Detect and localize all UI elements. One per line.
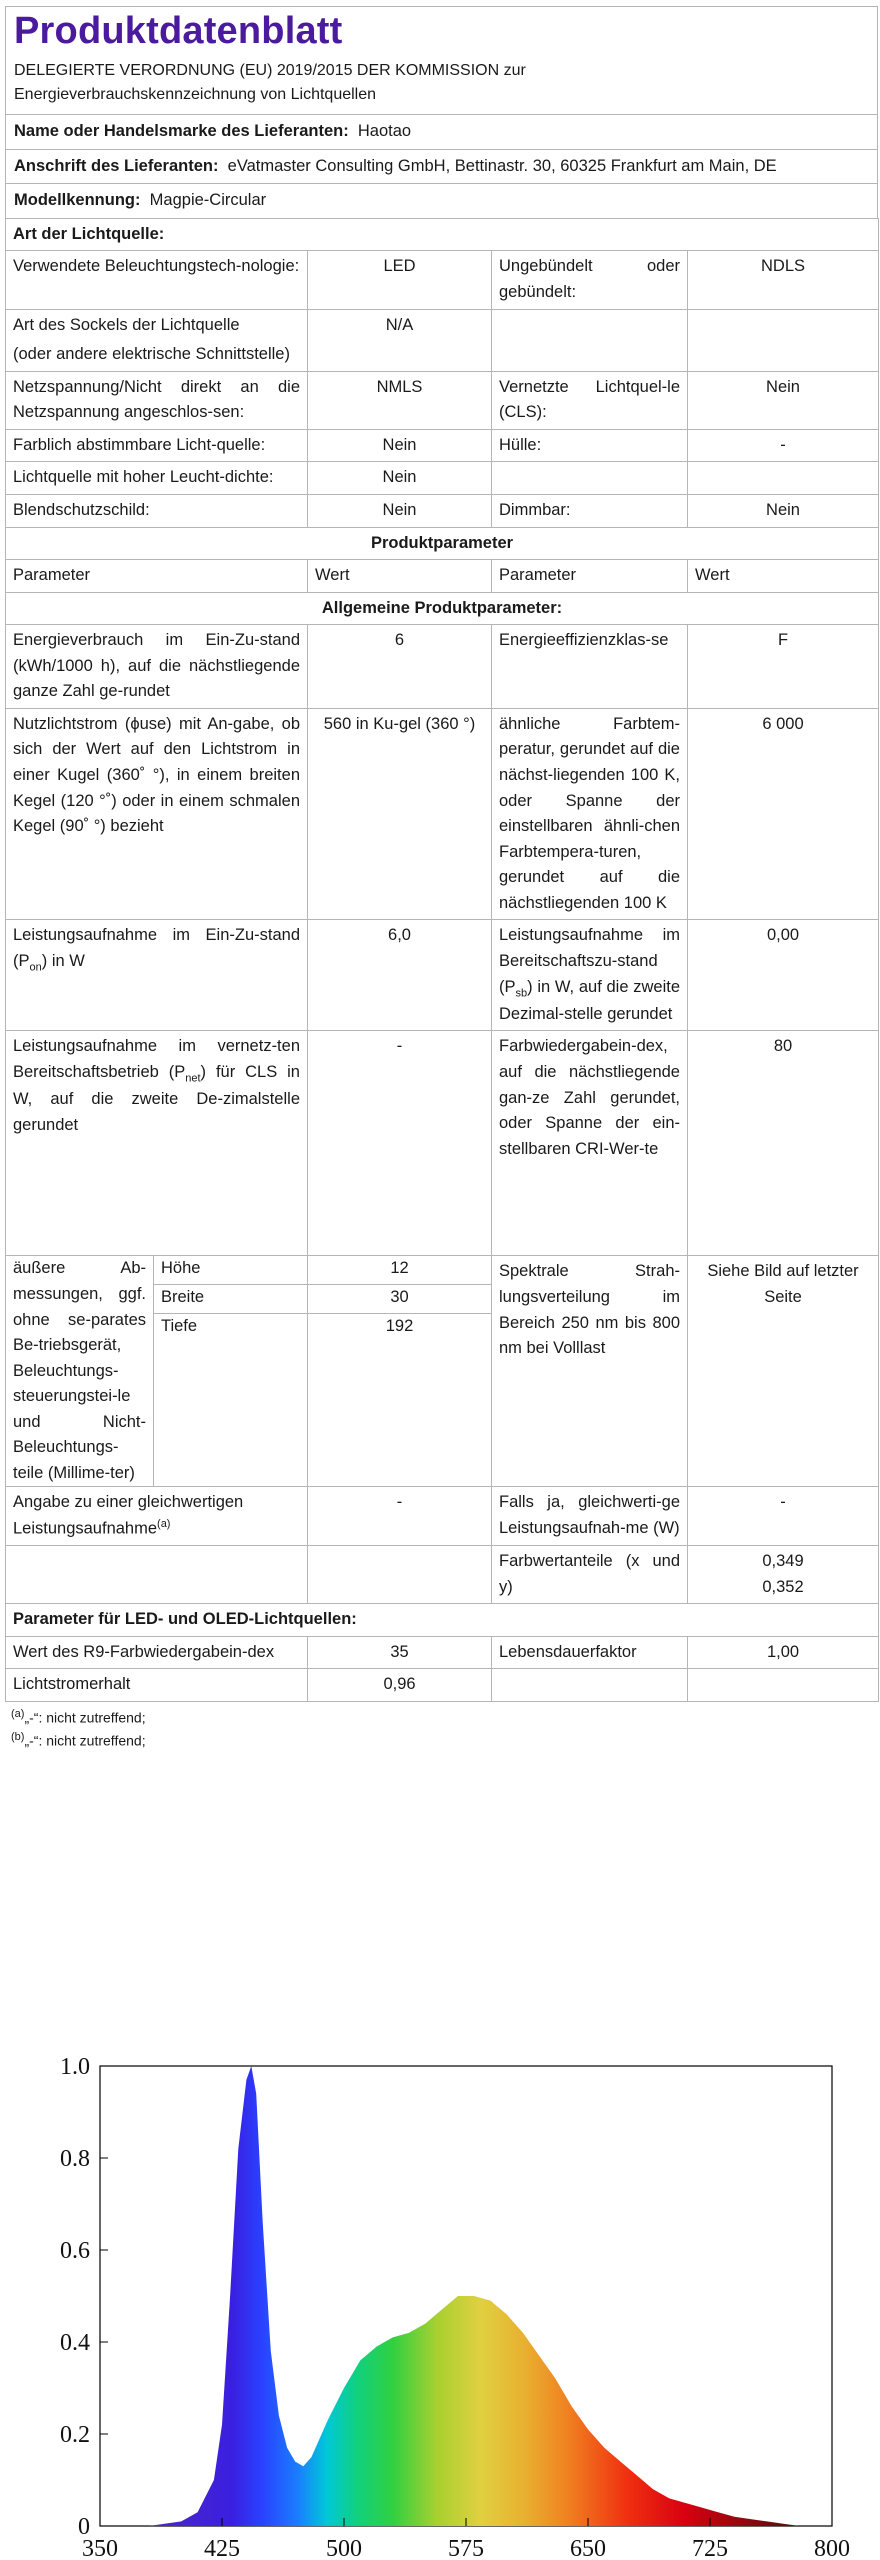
chromaticity-label: Farbwertanteile (x und y) xyxy=(492,1546,688,1604)
flux-label: Nutzlichtstrom (ϕuse) mit An-gabe, ob sich der Wert auf den Lichtstrom in einer Kugel (360˚ °), in einem breiten Kegel (120 °˚) oder in einem schmalen Kegel (90˚ °) bezieht xyxy=(6,708,308,920)
socket-label-line-2: (oder andere elektrische Schnittstelle) xyxy=(13,345,290,364)
tech-value: LED xyxy=(308,251,492,309)
column-header-parameter: Parameter xyxy=(6,560,308,593)
y-tick-label: 0 xyxy=(78,2514,90,2540)
pon-subscript: on xyxy=(29,961,42,974)
maintenance-value: 0,96 xyxy=(308,1669,492,1702)
high-luminance-label: Lichtquelle mit hoher Leucht-dichte: xyxy=(6,462,308,495)
model-value: Magpie-Circular xyxy=(149,191,267,210)
lifetime-label: Lebensdauerfaktor xyxy=(492,1636,688,1669)
regulation-line-1: DELEGIERTE VERORDNUNG (EU) 2019/2015 DER KOMMISSION zur xyxy=(14,61,526,79)
supplier-address-value: eVatmaster Consulting GmbH, Bettinastr. 30, 60325 Frankfurt am Main, DE xyxy=(227,156,777,175)
color-tunable-value: Nein xyxy=(308,429,492,462)
supplier-address-label: Anschrift des Lieferanten: xyxy=(14,156,219,175)
color-tunable-label: Farblich abstimmbare Licht-quelle: xyxy=(6,429,308,462)
x-tick-label: 650 xyxy=(570,2536,606,2560)
cri-value: 80 xyxy=(688,1031,879,1256)
sheet-header xyxy=(5,6,878,114)
mains-value: NMLS xyxy=(308,371,492,429)
maintenance-label: Lichtstromerhalt xyxy=(6,1669,308,1702)
footnotes xyxy=(5,1702,878,1751)
empty-cell xyxy=(492,462,688,495)
supplier-name-value: Haotao xyxy=(357,122,412,141)
energy-value: 6 xyxy=(308,625,492,709)
pon-value: 6,0 xyxy=(308,920,492,1031)
envelope-value: - xyxy=(688,429,879,462)
socket-label-line-1: Art des Sockels der Lichtquelle xyxy=(13,315,240,334)
psb-value: 0,00 xyxy=(688,920,879,1031)
equivalent-power-label: Falls ja, gleichwerti-ge Leistungsaufnah-me (W) xyxy=(492,1487,688,1546)
cls-value: Nein xyxy=(688,371,879,429)
socket-value: N/A xyxy=(308,309,492,371)
footnote-a-text: „-“: nicht zutreffend; xyxy=(24,1709,146,1726)
footnote-a-marker: (a) xyxy=(157,1518,171,1531)
dimensions-label: äußere Ab-messungen, ggf. ohne se-parates Be-triebsgerät, Beleuchtungs-steuerungstei-le und Nicht-Beleuchtungs-teile (Millime-ter) xyxy=(6,1256,154,1487)
table-row xyxy=(6,371,879,429)
table-row xyxy=(6,1636,879,1669)
height-label: Höhe xyxy=(154,1256,307,1285)
empty-cell xyxy=(688,309,879,371)
x-tick-label: 800 xyxy=(814,2536,850,2560)
light-source-section: Art der Lichtquelle: xyxy=(6,218,879,251)
y-tick-label: 0.8 xyxy=(60,2146,90,2172)
table-row xyxy=(6,1487,879,1546)
glare-value: Nein xyxy=(308,494,492,527)
empty-cell xyxy=(6,1546,308,1604)
y-tick-label: 0.4 xyxy=(60,2330,90,2356)
equivalent-value: - xyxy=(308,1487,492,1546)
supplier-name-label: Name oder Handelsmarke des Lieferanten: xyxy=(14,122,349,141)
dimmable-value: Nein xyxy=(688,494,879,527)
y-tick-label: 0.2 xyxy=(60,2422,90,2448)
footnote-b xyxy=(11,1729,872,1752)
general-params-section-row xyxy=(6,592,879,625)
supplier-name-row xyxy=(5,114,878,149)
product-params-section: Produktparameter xyxy=(6,527,879,560)
led-section: Parameter für LED- und OLED-Lichtquellen: xyxy=(6,1604,879,1637)
column-header-value: Wert xyxy=(688,560,879,593)
width-value: 30 xyxy=(308,1285,491,1314)
table-row xyxy=(6,1669,879,1702)
psb-label xyxy=(492,920,688,1031)
table-row xyxy=(6,251,879,309)
x-tick-label: 500 xyxy=(326,2536,362,2560)
table-row xyxy=(6,625,879,709)
table-row xyxy=(6,494,879,527)
r9-value: 35 xyxy=(308,1636,492,1669)
model-row xyxy=(5,183,878,218)
y-tick-label: 1.0 xyxy=(60,2054,90,2080)
equivalent-label xyxy=(6,1487,308,1546)
empty-cell xyxy=(492,309,688,371)
pnet-value: - xyxy=(308,1031,492,1256)
pon-label-unit: ) in W xyxy=(41,951,85,970)
depth-value: 192 xyxy=(385,1317,414,1336)
column-header-value: Wert xyxy=(308,560,492,593)
table-row xyxy=(6,920,879,1031)
pon-label-text: Leistungsaufnahme im Ein-Zu-stand (P xyxy=(13,926,300,970)
pnet-label-unit: ) für CLS in W, auf die zweite De-zimalstelle gerundet xyxy=(13,1062,300,1134)
x-tick-label: 350 xyxy=(82,2536,118,2560)
dimensions-subtable-cell xyxy=(154,1256,308,1487)
efficiency-class-label: Energieeffizienzklas-se xyxy=(492,625,688,709)
envelope-label: Hülle: xyxy=(492,429,688,462)
energy-label: Energieverbrauch im Ein-Zu-stand (kWh/1000 h), auf die nächstliegende ganze Zahl ge-rundet xyxy=(6,625,308,709)
supplier-address-row xyxy=(5,149,878,184)
pnet-label-text: Leistungsaufnahme im vernetz-ten Bereitschaftsbetrieb (P xyxy=(13,1037,300,1081)
x-tick-label: 425 xyxy=(204,2536,240,2560)
table-row xyxy=(6,708,879,920)
footnote-a-mark: (a) xyxy=(11,1707,25,1720)
table-row xyxy=(6,1031,879,1256)
focus-value: NDLS xyxy=(688,251,879,309)
x-tick-label: 575 xyxy=(448,2536,484,2560)
model-label: Modellkennung: xyxy=(14,191,141,210)
lifetime-value: 1,00 xyxy=(688,1636,879,1669)
x-tick-label: 725 xyxy=(692,2536,728,2560)
footnote-b-mark: (b) xyxy=(11,1730,25,1743)
page-title: Produktdatenblatt xyxy=(14,10,343,52)
table-row xyxy=(6,1546,879,1604)
height-value: 12 xyxy=(308,1256,491,1285)
y-tick-label: 0.6 xyxy=(60,2238,90,2264)
empty-cell xyxy=(688,462,879,495)
dimensions-row xyxy=(6,1256,879,1487)
cri-label: Farbwiedergabein-dex, auf die nächstliegende gan-ze Zahl gerundet, oder Spanne der ein-stellbaren CRI-Wer-te xyxy=(492,1031,688,1256)
depth-label: Tiefe xyxy=(161,1317,198,1336)
column-header-parameter: Parameter xyxy=(492,560,688,593)
dimmable-label: Dimmbar: xyxy=(492,494,688,527)
parameter-table xyxy=(5,218,879,1702)
focus-label: Ungebündelt oder gebündelt: xyxy=(492,251,688,309)
psb-subscript: sb xyxy=(515,986,528,999)
efficiency-class-value: F xyxy=(688,625,879,709)
high-luminance-value: Nein xyxy=(308,462,492,495)
spd-value: Siehe Bild auf letzter Seite xyxy=(688,1256,879,1487)
table-row xyxy=(6,462,879,495)
empty-cell xyxy=(492,1669,688,1702)
pnet-subscript: net xyxy=(185,1072,201,1085)
footnote-b-text: „-“: nicht zutreffend; xyxy=(24,1732,146,1749)
spectral-distribution-chart xyxy=(20,2050,850,2560)
column-header-row xyxy=(6,560,879,593)
pnet-label xyxy=(6,1031,308,1256)
led-section-row xyxy=(6,1604,879,1637)
product-data-sheet xyxy=(5,6,878,1751)
glare-label: Blendschutzschild: xyxy=(6,494,308,527)
flux-value: 560 in Ku-gel (360 °) xyxy=(308,708,492,920)
empty-cell xyxy=(308,1546,492,1604)
width-label: Breite xyxy=(154,1285,307,1314)
table-row xyxy=(6,309,879,371)
chromaticity-value xyxy=(688,1546,879,1604)
spectrum-svg xyxy=(20,2050,850,2560)
cct-label: ähnliche Farbtem-peratur, gerundet auf die nächst-liegenden 100 K, oder Spanne der einstellbaren ähnli-chen Farbtempera-turen, gerundet auf die nächstliegenden 100 K xyxy=(492,708,688,920)
chromaticity-x: 0,349 xyxy=(762,1552,804,1571)
general-params-section: Allgemeine Produktparameter: xyxy=(6,592,879,625)
empty-cell xyxy=(688,1669,879,1702)
tech-label: Verwendete Beleuchtungstech-nologie: xyxy=(6,251,308,309)
light-source-section-row xyxy=(6,218,879,251)
spd-label: Spektrale Strah-lungsverteilung im Bereich 250 nm bis 800 nm bei Volllast xyxy=(492,1256,688,1487)
table-row xyxy=(6,429,879,462)
cls-label: Vernetzte Lichtquel-le (CLS): xyxy=(492,371,688,429)
cct-value: 6 000 xyxy=(688,708,879,920)
product-params-section-row xyxy=(6,527,879,560)
socket-label xyxy=(6,309,308,371)
r9-label: Wert des R9-Farbwiedergabein-dex xyxy=(6,1636,308,1669)
psb-label-text: Leistungsaufnahme im Bereitschaftszu-stand (P xyxy=(499,926,680,996)
chromaticity-y: 0,352 xyxy=(762,1577,804,1596)
footnote-a xyxy=(11,1706,872,1729)
pon-label xyxy=(6,920,308,1031)
regulation-line-2: Energieverbrauchskennzeichnung von Lichtquellen xyxy=(14,86,377,104)
dimensions-values-cell xyxy=(308,1256,492,1487)
equivalent-label-text: Angabe zu einer gleichwertigen Leistungsaufnahme xyxy=(13,1493,244,1538)
psb-label-unit: ) in W, auf die zweite Dezimal-stelle gerundet xyxy=(499,977,680,1023)
mains-label: Netzspannung/Nicht direkt an die Netzspannung angeschlos-sen: xyxy=(6,371,308,429)
equivalent-power-value: - xyxy=(688,1487,879,1546)
